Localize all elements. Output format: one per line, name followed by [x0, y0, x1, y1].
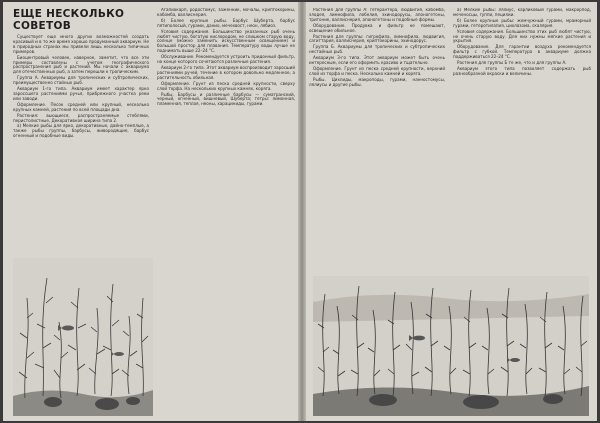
paragraph: Растения для группы Б те же, что и для группы А. [457, 60, 567, 66]
paragraph: Условия содержания. Большинство указанных рыб очень любят чистую, богатую кислородом, не слишком старую воду, солнце (можно заменить искусственным освещением) и большой простор для плавания. Температуру воды лучше не поднимать выше 22–24 °С. [157, 28, 295, 54]
book-gutter [298, 2, 306, 421]
paragraph: Оформление. Грунт из песка средней крупности, верхний слой из торфа и песка. Несколько камней и коряга. [309, 65, 445, 76]
left-column-1 [13, 8, 149, 140]
paragraph: а) Мелкие рыбы: лялиус, карликовый гурами, макрорпод, меченосцы, гуппи, пецилии. [453, 8, 591, 17]
paragraph: Существует еще много других возможностей создать красивый и в то же время хорошо продуманный аквариум. Не в природных странах мы привели лишь несколько типичных примеров. [13, 34, 149, 54]
paragraph: Аквариум 1-го типа. Аквариум имеет характер ярко зароссшего растениями ручья, прибрежного участка реки или заводи. [13, 86, 149, 101]
paragraph: Рыбы. Барбусы и различные барбусы — суматранский, черный, огненный, вишневый, Шуберта; тетры: лимонная, пламенная, теплая, неоны, харациниды, гурами. [157, 91, 295, 107]
paragraph: б) Более крупные рыбы: жемчужный гурами, мраморный гурами, гетеротилапия, цихлазома, скалярия. [453, 17, 591, 28]
paragraph: Растения для группы А: гетерантера, людвигия, кабомба, элодея, лимнофила, лобелия, эхинодорусы, апоногетоны, тритоник, валлиснерия, апоногетоны и подобные формы. [309, 8, 445, 22]
pond-illustration [313, 276, 589, 416]
paragraph: Аквариум этого типа позволяет содержать рыб разнообразной окраски и величины. [453, 65, 591, 76]
aquarium-plants-drawing [13, 258, 153, 416]
right-column-2 [453, 8, 591, 78]
paragraph: Оформление. Грунт из песка средней крупности, сверху слой торфа. На нескольких крупных камнях, коряга. [157, 80, 295, 91]
right-column-1 [309, 8, 445, 89]
paragraph: Обслуживание. Рекомендуется устроить придонный фильтр, на конце которого сочетаются различные растения. [157, 54, 295, 65]
pond-plants-drawing [313, 276, 589, 416]
left-column-2 [157, 8, 295, 108]
paragraph: Оформление. Песок средней или крупный, несколько крупных камней, растения по всей площади дна. [13, 101, 149, 112]
paragraph: Агапиокарп, родостомус, заженник, мочалы, криптокорины, кабомба, валлиснерия. [157, 8, 295, 17]
book-spread [3, 2, 597, 421]
aquarium-illustration [13, 258, 153, 416]
paragraph: Оборудование. Для гарантии воздуха рекомендуется фильтр с губкой. Температура в аквариуме должна поддерживаться 22–24 °С. [453, 44, 591, 60]
paragraph: Растения: вьющиеся, распространяемые стеблями, перистолистные, Декоративная ширина типа 2. [13, 112, 149, 123]
paragraph: Биоцентровый человек, наверное, заметит, что все эти примеры составлены с учетом географического распространения рыб и растений. Мы начали с аквариума для отечественных рыб, а затем перешли к тропическим. [13, 54, 149, 75]
paragraph: б) Более крупные рыбы. Барбус Шуберта, барбус пятиполосый, гурами, данио, мечехвост, неон, лябиоз. [157, 17, 295, 28]
paragraph: а) Мелкие рыбы для ярко, декоративные, дайно-темплые, а также рыбы группы, барбусы, живородящие, барбус огненный и подобные виды. [13, 123, 149, 139]
left-page [13, 8, 295, 416]
paragraph: Оборудование. Продувка и фильтр не помешают, освещение обильное. [309, 22, 445, 33]
paragraph: Группа А. Аквариумы для тропических и субтропических, преимущественно стайных рыб. [13, 75, 149, 86]
paragraph: Аквариум 2-го типа. Этот аквариум воспроизводит заросший растениями ручей, течение в котором довольно медленное, а растительность обильная. [157, 64, 295, 80]
paragraph: Условия содержания. Большинство этих рыб любят чистую, не очень старую воду. Для них нужны мягкие растения и укрытия. [453, 28, 591, 44]
page-title: ЕЩЕ НЕСКОЛЬКО СОВЕТОВ [13, 8, 125, 32]
paragraph: Группа Б. Аквариумы для тропических и субтропических нестайных рыб. [309, 44, 445, 55]
right-page [309, 8, 591, 416]
paragraph: Рыбы. Цихлиды, макроподы, гурами, нанностомусы, лялиусы и другие рыбы. [309, 76, 445, 87]
paragraph: Растения для группы: гигрофила, лимнофила, людвигия, сагиттария, валлиснерия, криптокорины, эхинодорус. [309, 33, 445, 44]
paragraph: Аквариум 3-го типа. Этот аквариум может быть очень интересным, если его оформить красиво и тщательно. [309, 55, 445, 66]
